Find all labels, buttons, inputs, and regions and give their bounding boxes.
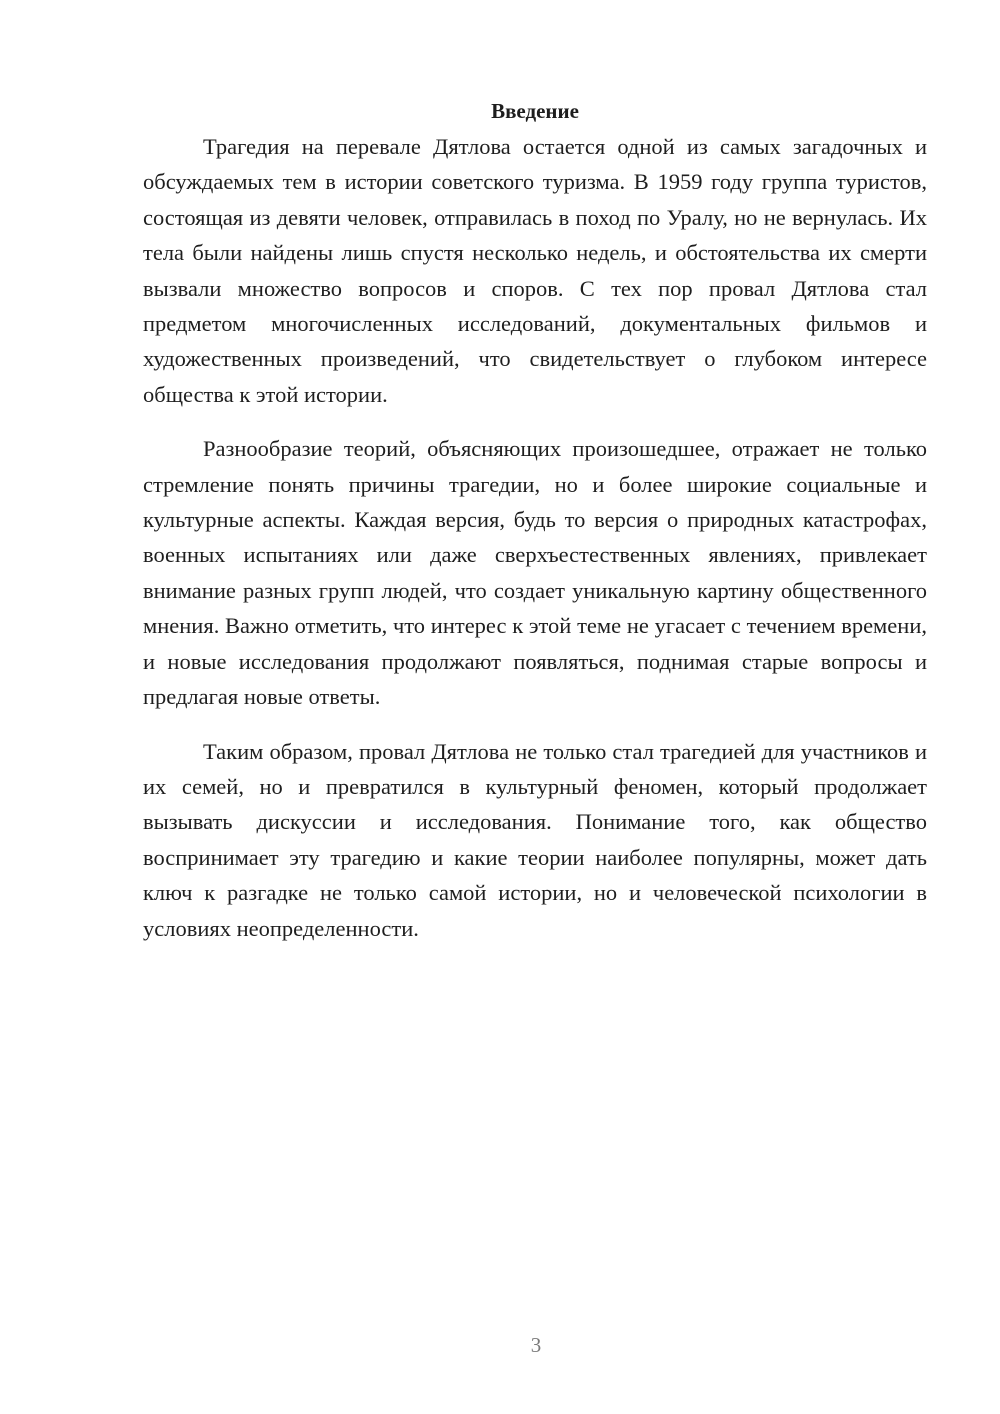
page-number: 3 [530, 1333, 542, 1357]
paragraph-2: Разнообразие теорий, объясняющих произошедшее, отражает не только стремление понять причины трагедии, но и более широкие социальные и культурные аспекты. Каждая версия, будь то версия о природных катастрофах, военных испытаниях или даже сверхъестественных явлениях, привлекает внимание разных групп людей, что создает уникальную картину общественного мнения. Важно отметить, что интерес к этой теме не угасает с течением времени, и новые исследования продолжают появляться, поднимая старые вопросы и предлагая новые ответы. [143, 436, 927, 710]
paragraph-1: Трагедия на перевале Дятлова остается одной из самых загадочных и обсуждаемых тем в истории советского туризма. В 1959 году группа туристов, состоящая из девяти человек, отправилась в поход по Уралу, но не вернулась. Их тела были найдены лишь спустя несколько недель, и обстоятельства их смерти вызвали множество вопросов и споров. С тех пор провал Дятлова стал предметом многочисленных исследований, документальных фильмов и художественных произведений, что свидетельствует о глубоком интересе общества к этой истории. [143, 134, 927, 407]
page-content [143, 96, 927, 946]
section-heading: Введение [491, 99, 579, 123]
paragraph-3: Таким образом, провал Дятлова не только стал трагедией для участников и их семей, но и превратился в культурный феномен, который продолжает вызывать дискуссии и исследования. Понимание того, как общество воспринимает эту трагедию и какие теории наиболее популярны, может дать ключ к разгадке не только самой истории, но и человеческой психологии в условиях неопределенности. [143, 738, 927, 941]
